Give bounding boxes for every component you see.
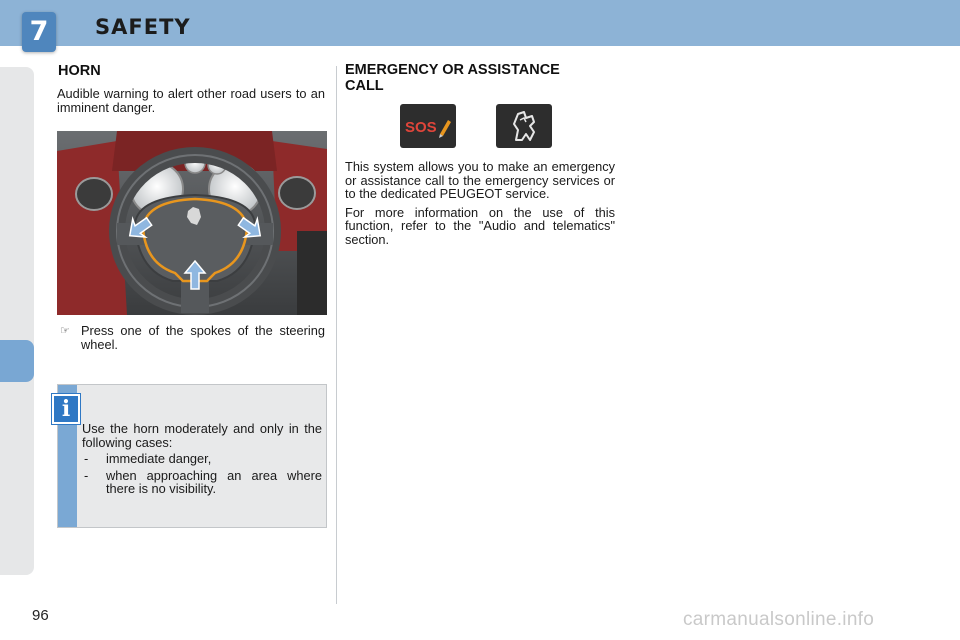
side-strip [0,67,34,575]
horn-heading: HORN [58,63,101,79]
steering-wheel-illustration [57,131,327,315]
emergency-heading-line2: CALL [345,78,384,94]
info-box-text [82,422,322,496]
emergency-description [345,160,615,251]
hand-pointer-icon: ☞ [60,325,70,337]
emergency-heading-line1: EMERGENCY OR ASSISTANCE [345,62,560,78]
sos-button[interactable] [400,104,456,148]
info-icon: i [52,394,80,424]
chapter-badge [22,12,56,52]
info-list-item [82,452,322,466]
emergency-paragraph: This system allows you to make an emergency or assistance call to the emergency services or to the dedicated PEUGEOT service. [345,159,615,201]
emergency-paragraph: For more information on the use of this function, refer to the "Audio and telematics" section. [345,204,615,247]
horn-intro: Audible warning to alert other road users to an imminent danger. [57,86,325,115]
peugeot-lion-icon [496,104,552,148]
info-list-item-text: when approaching an area where there is no visibility. [106,467,322,496]
info-list-item [82,469,322,496]
info-box-intro: Use the horn moderately and only in the following cases: [82,421,322,450]
peugeot-assistance-button[interactable] [496,104,552,148]
page-number: 96 [32,607,49,624]
horn-instruction: Press one of the spokes of the steering wheel. [81,323,325,352]
column-divider [336,66,337,604]
page-title: SAFETY [95,15,191,39]
sos-icon [400,104,456,148]
side-chapter-tab[interactable] [0,340,34,382]
watermark: carmanualsonline.info [683,609,875,630]
sos-label: SOS [405,119,437,136]
info-list-item-text: immediate danger, [106,451,212,466]
chapter-number: 7 [29,16,49,47]
list-dash: - [84,451,89,466]
list-dash: - [84,467,89,483]
emergency-heading [345,62,560,94]
